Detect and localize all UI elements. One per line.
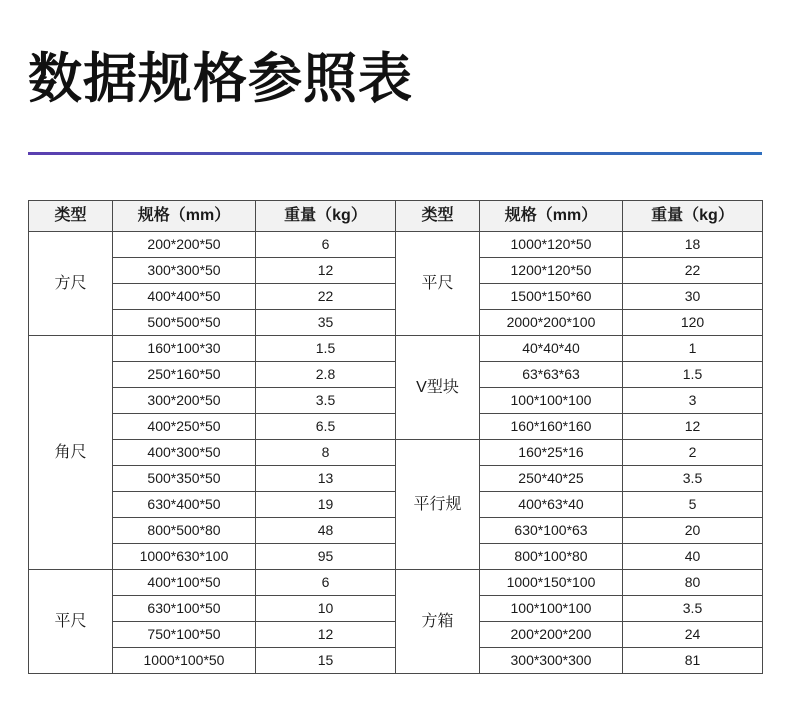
spec-cell-right: 400*63*40 [480,492,623,518]
table-row [29,440,763,466]
weight-cell-left: 95 [256,544,396,570]
spec-cell-right: 200*200*200 [480,622,623,648]
table-row [29,232,763,258]
spec-cell-right: 1000*150*100 [480,570,623,596]
spec-cell-right: 100*100*100 [480,596,623,622]
table-body [29,232,763,674]
spec-cell-left: 160*100*30 [113,336,256,362]
column-header-spec-left: 规格（mm） [113,201,256,232]
spec-cell-left: 400*300*50 [113,440,256,466]
weight-cell-right: 1.5 [623,362,763,388]
spec-cell-right: 160*25*16 [480,440,623,466]
column-header-weight-left: 重量（kg） [256,201,396,232]
weight-cell-left: 10 [256,596,396,622]
weight-cell-left: 15 [256,648,396,674]
spec-cell-right: 63*63*63 [480,362,623,388]
table-header [29,201,763,232]
spec-cell-right: 100*100*100 [480,388,623,414]
spec-cell-left: 630*400*50 [113,492,256,518]
weight-cell-right: 20 [623,518,763,544]
spec-cell-left: 400*400*50 [113,284,256,310]
spec-cell-left: 500*500*50 [113,310,256,336]
spec-cell-left: 200*200*50 [113,232,256,258]
spec-cell-left: 1000*630*100 [113,544,256,570]
weight-cell-right: 80 [623,570,763,596]
weight-cell-left: 6 [256,570,396,596]
spec-cell-left: 250*160*50 [113,362,256,388]
weight-cell-right: 22 [623,258,763,284]
group-type-cell-left: 方尺 [29,232,113,336]
weight-cell-right: 1 [623,336,763,362]
group-type-cell-left: 角尺 [29,336,113,570]
table-header-row [29,201,763,232]
spec-cell-left: 400*250*50 [113,414,256,440]
spec-cell-left: 400*100*50 [113,570,256,596]
weight-cell-right: 5 [623,492,763,518]
group-type-cell-right: V型块 [396,336,480,440]
weight-cell-right: 18 [623,232,763,258]
group-type-cell-right: 平尺 [396,232,480,336]
spec-cell-left: 1000*100*50 [113,648,256,674]
spec-cell-right: 40*40*40 [480,336,623,362]
spec-cell-left: 630*100*50 [113,596,256,622]
table-row [29,570,763,596]
page-title: 数据规格参照表 [28,49,413,109]
spec-cell-left: 300*300*50 [113,258,256,284]
weight-cell-left: 12 [256,258,396,284]
weight-cell-right: 30 [623,284,763,310]
spec-cell-left: 750*100*50 [113,622,256,648]
spec-cell-left: 300*200*50 [113,388,256,414]
column-header-type-left: 类型 [29,201,113,232]
weight-cell-left: 6.5 [256,414,396,440]
spec-cell-right: 2000*200*100 [480,310,623,336]
column-header-weight-right: 重量（kg） [623,201,763,232]
weight-cell-right: 81 [623,648,763,674]
spec-cell-left: 800*500*80 [113,518,256,544]
weight-cell-right: 2 [623,440,763,466]
weight-cell-right: 120 [623,310,763,336]
spec-table [28,200,763,674]
group-type-cell-right: 平行规 [396,440,480,570]
group-type-cell-left: 平尺 [29,570,113,674]
weight-cell-left: 12 [256,622,396,648]
weight-cell-left: 19 [256,492,396,518]
weight-cell-left: 1.5 [256,336,396,362]
weight-cell-right: 40 [623,544,763,570]
weight-cell-left: 3.5 [256,388,396,414]
column-header-type-right: 类型 [396,201,480,232]
table-row [29,336,763,362]
spec-cell-right: 1000*120*50 [480,232,623,258]
weight-cell-right: 3.5 [623,466,763,492]
spec-cell-right: 1500*150*60 [480,284,623,310]
group-type-cell-right: 方箱 [396,570,480,674]
weight-cell-left: 2.8 [256,362,396,388]
weight-cell-left: 22 [256,284,396,310]
spec-table-container [28,200,762,674]
weight-cell-right: 12 [623,414,763,440]
weight-cell-right: 3.5 [623,596,763,622]
weight-cell-right: 24 [623,622,763,648]
spec-cell-right: 250*40*25 [480,466,623,492]
weight-cell-left: 8 [256,440,396,466]
weight-cell-left: 35 [256,310,396,336]
spec-cell-right: 160*160*160 [480,414,623,440]
title-divider [28,152,762,155]
spec-cell-right: 800*100*80 [480,544,623,570]
spec-cell-right: 630*100*63 [480,518,623,544]
spec-cell-left: 500*350*50 [113,466,256,492]
weight-cell-left: 6 [256,232,396,258]
spec-cell-right: 300*300*300 [480,648,623,674]
weight-cell-right: 3 [623,388,763,414]
weight-cell-left: 48 [256,518,396,544]
weight-cell-left: 13 [256,466,396,492]
spec-cell-right: 1200*120*50 [480,258,623,284]
column-header-spec-right: 规格（mm） [480,201,623,232]
